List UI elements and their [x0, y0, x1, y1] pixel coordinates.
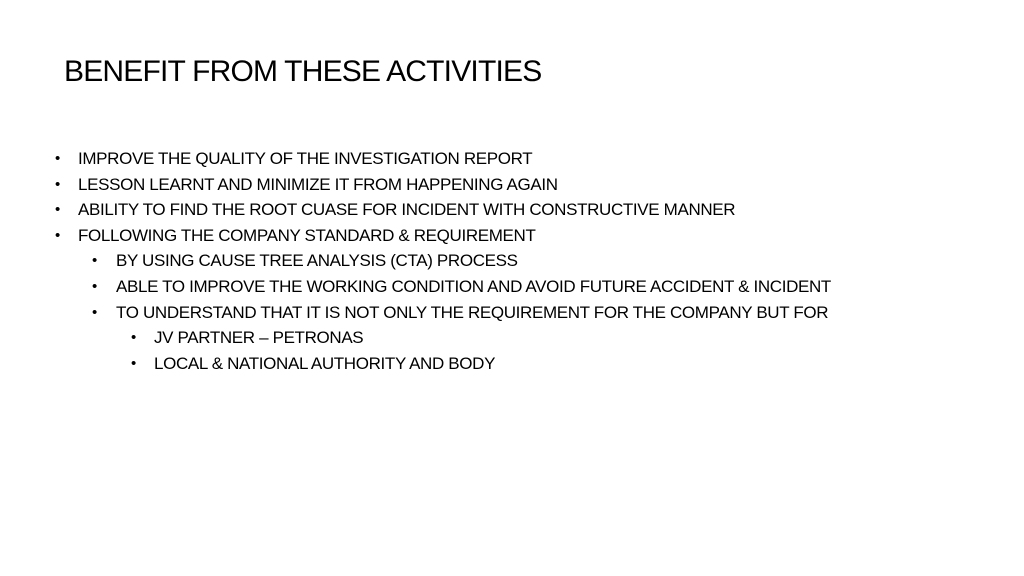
bullet-dot-icon: • [55, 201, 60, 219]
bullet-dot-icon: • [92, 303, 97, 321]
bullet-text: ABILITY TO FIND THE ROOT CUASE FOR INCIDENT WITH CONSTRUCTIVE MANNER [78, 200, 736, 220]
sub-bullet-item [0, 274, 1024, 300]
bullet-text: JV PARTNER – PETRONAS [154, 328, 364, 348]
bullet-item [0, 172, 1024, 198]
bullet-text: TO UNDERSTAND THAT IT IS NOT ONLY THE REQUIREMENT FOR THE COMPANY BUT FOR [116, 302, 829, 322]
sub-bullet-item [0, 300, 1024, 326]
sub-sub-bullet-item [0, 351, 1024, 377]
bullet-list [0, 146, 1024, 376]
bullet-dot-icon: • [92, 277, 97, 295]
bullet-dot-icon: • [131, 354, 136, 372]
bullet-text: IMPROVE THE QUALITY OF THE INVESTIGATION REPORT [78, 149, 533, 168]
slide-title: BENEFIT FROM THESE ACTIVITIES [64, 55, 542, 88]
bullet-dot-icon: • [55, 226, 60, 244]
bullet-dot-icon: • [55, 175, 60, 193]
sub-bullet-item [0, 248, 1024, 274]
bullet-dot-icon: • [92, 252, 97, 270]
bullet-text: LOCAL & NATIONAL AUTHORITY AND BODY [154, 353, 496, 373]
bullet-dot-icon: • [55, 150, 60, 167]
bullet-item [0, 197, 1024, 223]
bullet-item [0, 146, 1024, 172]
bullet-text: LESSON LEARNT AND MINIMIZE IT FROM HAPPENING AGAIN [78, 174, 558, 194]
bullet-text: BY USING CAUSE TREE ANALYSIS (CTA) PROCESS [116, 251, 518, 271]
bullet-text: ABLE TO IMPROVE THE WORKING CONDITION AND AVOID FUTURE ACCIDENT & INCIDENT [116, 276, 831, 296]
sub-sub-bullet-item [0, 325, 1024, 351]
bullet-text: FOLLOWING THE COMPANY STANDARD & REQUIREMENT [78, 225, 536, 245]
bullet-dot-icon: • [131, 329, 136, 347]
bullet-item [0, 223, 1024, 249]
